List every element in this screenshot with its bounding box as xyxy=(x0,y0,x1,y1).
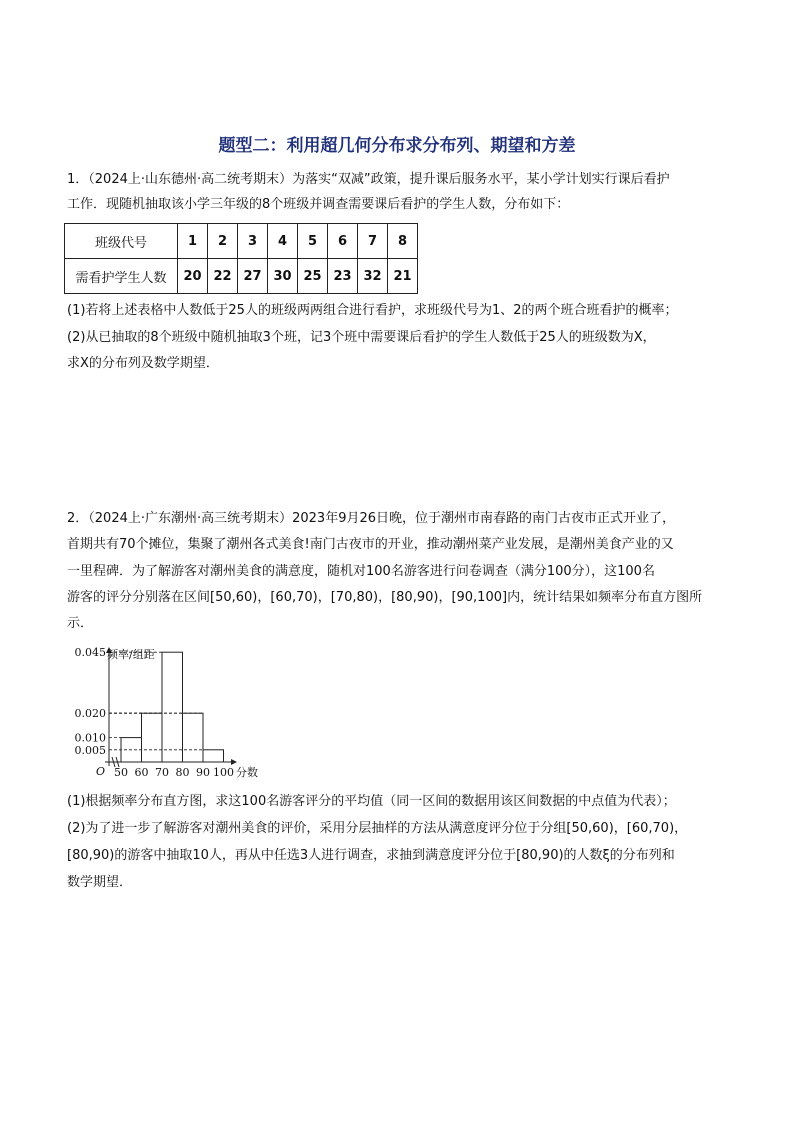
y-axis-label: 频率/组距 xyxy=(107,648,155,661)
x-tick-labels xyxy=(114,766,234,779)
table-cell: 6 xyxy=(328,224,358,259)
table-cell: 8 xyxy=(388,224,418,259)
q2-part-2-line-3: 数学期望． xyxy=(67,875,133,890)
row-header-code: 班级代号 xyxy=(65,224,178,259)
x-tick-label: 70 xyxy=(155,766,169,779)
y-tick-label: 0.005 xyxy=(74,743,106,757)
q2-part-2-line-2: [80,90)的游客中抽取10人，再从中任选3人进行调查，求抽到满意度评分位于[80,90)的人数ξ的分布列和 xyxy=(67,848,675,863)
table-cell: 7 xyxy=(358,224,388,259)
q2-intro-line-4: 游客的评分分别落在区间[50,60)，[60,70)，[70,80)，[80,90)，[90,100]内，统计结果如频率分布直方图所 xyxy=(67,590,703,605)
table-cell: 22 xyxy=(208,259,238,294)
x-axis-label: 分数 xyxy=(236,766,258,779)
table-cell: 27 xyxy=(238,259,268,294)
origin-label: O xyxy=(96,765,106,778)
x-tick-label: 50 xyxy=(114,766,128,779)
frequency-histogram xyxy=(64,640,284,780)
x-tick-label: 90 xyxy=(196,766,210,779)
y-tick-labels xyxy=(75,646,107,757)
histogram-bar xyxy=(203,750,224,762)
table-cell: 5 xyxy=(298,224,328,259)
histogram-bar xyxy=(142,713,163,762)
table-cell: 4 xyxy=(268,224,298,259)
q2-intro-line-1: 2．（2024上·广东潮州·高三统考期末）2023年9月26日晚，位于潮州市南春路的南门古夜市正式开业了， xyxy=(67,511,676,526)
table-cell: 23 xyxy=(328,259,358,294)
class-table xyxy=(64,223,418,294)
row-header-count: 需看护学生人数 xyxy=(65,259,178,294)
table-cell: 3 xyxy=(238,224,268,259)
q1-intro-line-2: 工作．现随机抽取该小学三年级的8个班级并调查需要课后看护的学生人数，分布如下： xyxy=(67,197,570,212)
table-cell: 21 xyxy=(388,259,418,294)
q1-part-2-line-2: 求X的分布列及数学期望． xyxy=(67,356,219,371)
histogram-guides xyxy=(109,652,203,750)
table-cell: 2 xyxy=(208,224,238,259)
q2-intro-line-5: 示． xyxy=(67,616,94,631)
table-row xyxy=(65,224,418,259)
y-tick-label: 0.010 xyxy=(74,731,106,745)
histogram-bars xyxy=(121,652,224,762)
table-cell: 1 xyxy=(178,224,208,259)
table-cell: 20 xyxy=(178,259,208,294)
y-tick-label: 0.045 xyxy=(74,646,106,660)
q1-part-2-line-1: (2)从已抽取的8个班级中随机抽取3个班，记3个班中需要课后看护的学生人数低于25人的班级数为X， xyxy=(67,330,656,345)
q1-intro-line-1: 1．（2024上·山东德州·高二统考期末）为落实“双减”政策，提升课后服务水平，某小学计划实行课后看护 xyxy=(67,172,670,187)
y-tick-label: 0.020 xyxy=(74,707,106,721)
x-tick-label: 80 xyxy=(175,766,190,779)
q2-part-1: (1)根据频率分布直方图，求这100名游客评分的平均值（同一区间的数据用该区间数据的中点值为代表）； xyxy=(67,794,676,809)
histogram-bar xyxy=(183,713,204,762)
q2-intro-line-3: 一里程碑．为了解游客对潮州美食的满意度，随机对100名游客进行问卷调查（满分100分），这100名 xyxy=(67,564,655,579)
table-cell: 32 xyxy=(358,259,388,294)
table-cell: 30 xyxy=(268,259,298,294)
x-tick-label: 100 xyxy=(213,766,234,779)
section-title: 题型二：利用超几何分布求分布列、期望和方差 xyxy=(218,136,576,156)
q1-part-1: (1)若将上述表格中人数低于25人的班级两两组合进行看护，求班级代号为1、2的两个班合班看护的概率； xyxy=(67,303,678,318)
x-tick-label: 60 xyxy=(134,766,149,779)
table-cell: 25 xyxy=(298,259,328,294)
table-row xyxy=(65,259,418,294)
q2-part-2-line-1: (2)为了进一步了解游客对潮州美食的评价，采用分层抽样的方法从满意度评分位于分组[50,60)，[60,70)， xyxy=(67,821,688,836)
q2-intro-line-2: 首期共有70个摊位，集聚了潮州各式美食!南门古夜市的开业，推动潮州菜产业发展，是潮州美食产业的又 xyxy=(67,537,674,552)
histogram-bar xyxy=(162,652,183,762)
